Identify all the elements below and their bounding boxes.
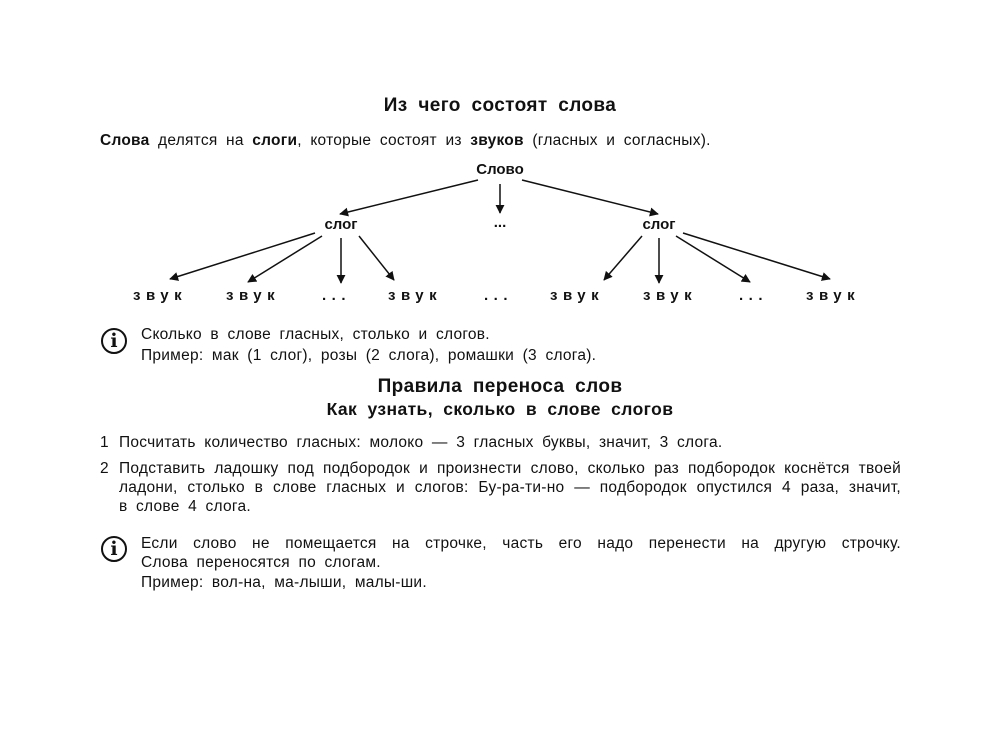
arrow-right-syllable-to-sound-6 xyxy=(683,233,830,279)
diagram-sound-ellipsis: ... xyxy=(322,287,352,304)
diagram-sound: звук xyxy=(133,287,188,304)
diagram-right-syllable: слог xyxy=(642,216,676,233)
section-title: Из чего состоят слова xyxy=(383,95,617,116)
intro-text-1: делятся на xyxy=(149,132,253,149)
info-icon: i xyxy=(101,536,127,562)
rule-text: Подставить ладошку под подбородок и произнести слово, сколько раз подбородок коснётся твоей ладони, столько в слове гласных и слогов: Бу-ра-ти-но — подбородок опустился 4 раза, значит, в слове 4 слога. xyxy=(119,460,901,515)
arrow-word-to-left-syllable xyxy=(340,180,478,214)
arrow-word-to-right-syllable xyxy=(522,180,658,214)
intro-word-syllables: слоги xyxy=(252,132,298,149)
rule-text: Посчитать количество гласных: молоко — 3 гласных буквы, значит, 3 слога. xyxy=(119,434,723,451)
arrow-left-syllable-to-sound-3 xyxy=(359,236,394,280)
diagram-sound: звук xyxy=(643,287,698,304)
info-rule-vowels: Сколько в слове гласных, столько и слогов. xyxy=(141,326,490,343)
info-example-vowels: Пример: мак (1 слог), розы (2 слога), ромашки (3 слога). xyxy=(141,347,597,364)
diagram-middle-ellipsis: ... xyxy=(493,214,507,231)
intro-word-sounds: звуков xyxy=(470,132,524,149)
diagram-sound: звук xyxy=(550,287,605,304)
rule-number: 2 xyxy=(100,460,109,477)
diagram-root-word: Слово xyxy=(476,161,524,178)
intro-text-2: , которые состоят из xyxy=(297,132,471,149)
rule-number: 1 xyxy=(100,434,109,451)
section-title-hyphenation: Правила переноса слов xyxy=(377,376,623,397)
arrow-left-syllable-to-sound-1 xyxy=(170,233,315,279)
intro-word-words: Слова xyxy=(100,132,150,149)
info-icon: i xyxy=(101,328,127,354)
info-hyphenation-by-syllables: Слова переносятся по слогам. xyxy=(141,554,381,571)
diagram-left-syllable: слог xyxy=(324,216,358,233)
intro-text-3: (гласных и согласных). xyxy=(523,132,711,149)
info-hyphenation-example: Пример: вол-на, ма-лыши, малы-ши. xyxy=(141,574,427,591)
info-hyphenation-rule: Если слово не помещается на строчке, часть его надо перенести на другую строчку. xyxy=(141,535,901,552)
diagram-sound: звук xyxy=(388,287,443,304)
diagram-sound-ellipsis: ... xyxy=(739,287,769,304)
arrow-right-syllable-to-sound-4 xyxy=(604,236,642,280)
diagram-sound-ellipsis: ... xyxy=(484,287,514,304)
diagram-sound: звук xyxy=(226,287,281,304)
section-subtitle: Как узнать, сколько в слове слогов xyxy=(326,399,674,419)
diagram-sound: звук xyxy=(806,287,861,304)
